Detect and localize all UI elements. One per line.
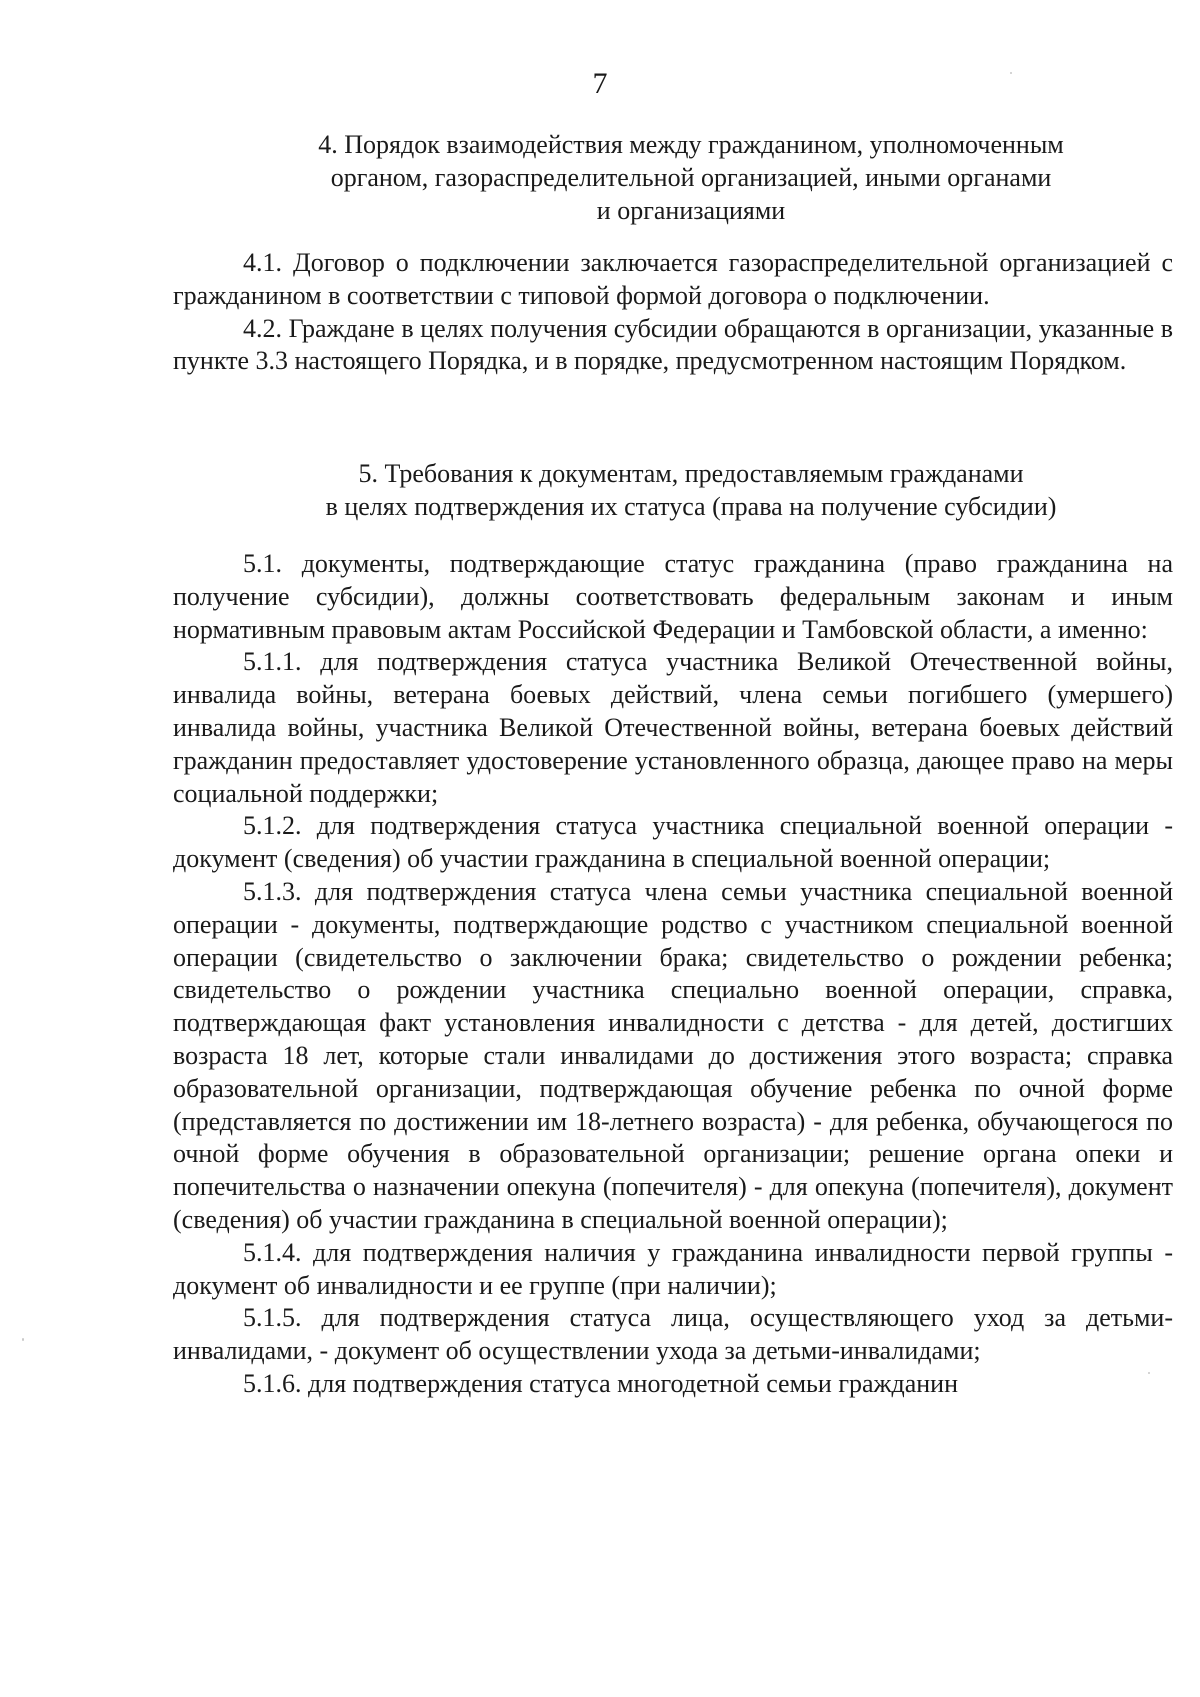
page-number: 7 xyxy=(592,67,608,100)
section-4-heading-line: 4. Порядок взаимодействия между гражданином, уполномоченным xyxy=(318,130,1064,159)
paragraph-4-2: 4.2. Граждане в целях получения субсидии обращаются в организации, указанные в пункте 3.3 настоящего Порядка, и в порядке, предусмотренном настоящим Порядком. xyxy=(173,313,1173,376)
paragraph-5-1-3: 5.1.3. для подтверждения статуса члена семьи участника специальной военной операции - документы, подтверждающие родство с участником специальной военной операции (свидетельство о заключении брака; свидетельство о рождении ребенка; свидетельство о рождении участника специально военной операции, справка, подтверждающая факт установления инвалидности с детства - для детей, достигших возраста 18 лет, которые стали инвалидами до достижения этого возраста; справка образовательной организации, подтверждающая обучение ребенка по очной форме (представляется по достижении им 18-летнего возраста) - для ребенка, обучающегося по очной форме обучения в образовательной организации; решение органа опеки и попечительства о назначении опекуна (попечителя) - для опекуна (попечителя), документ (сведения) об участии гражданина в специальной военной операции); xyxy=(173,876,1173,1234)
section-5-heading-line: 5. Требования к документам, предоставляемым гражданами xyxy=(358,459,1024,488)
paragraph-5-1-4: 5.1.4. для подтверждения наличия у гражданина инвалидности первой группы - документ об инвалидности и ее группе (при наличии); xyxy=(173,1237,1173,1300)
section-5-body xyxy=(173,548,1173,1401)
section-5-heading xyxy=(173,458,1191,524)
section-4-heading-line: органом, газораспределительной организацией, иными органами xyxy=(330,162,1052,192)
paragraph-5-1-1: 5.1.1. для подтверждения статуса участника Великой Отечественной войны, инвалида войны, ветерана боевых действий, члена семьи погибшего (умершего) инвалида войны, участника Великой Отечественной войны, ветерана боевых действий гражданин предоставляет удостоверение установленного образца, дающее право на меры социальной поддержки; xyxy=(173,647,1173,808)
section-4-heading xyxy=(173,129,1191,227)
paragraph-5-1-6: 5.1.6. для подтверждения статуса многодетной семьи гражданин xyxy=(243,1368,958,1398)
paragraph-5-1-5: 5.1.5. для подтверждения статуса лица, осуществляющего уход за детьми-инвалидами, - документ об осуществлении ухода за детьми-инвалидами; xyxy=(173,1303,1173,1366)
section-5-heading-line: в целях подтверждения их статуса (права на получение субсидии) xyxy=(325,491,1057,521)
scan-speck xyxy=(22,1338,24,1341)
section-4-heading-line: и организациями xyxy=(596,195,786,225)
paragraph-4-1: 4.1. Договор о подключении заключается газораспределительной организацией с гражданином в соответствии с типовой формой договора о подключении. xyxy=(173,248,1173,310)
paragraph-5-1-2: 5.1.2. для подтверждения статуса участника специальной военной операции - документ (сведения) об участии гражданина в специальной военной операции; xyxy=(173,811,1173,874)
scan-speck xyxy=(1148,1372,1150,1374)
scan-speck xyxy=(1010,72,1012,74)
paragraph-5-1: 5.1. документы, подтверждающие статус гражданина (право гражданина на получение субсидии), должны соответствовать федеральным законам и иным нормативным правовым актам Российской Федерации и Тамбовской области, а именно: xyxy=(173,549,1173,644)
section-4-body xyxy=(173,247,1173,378)
